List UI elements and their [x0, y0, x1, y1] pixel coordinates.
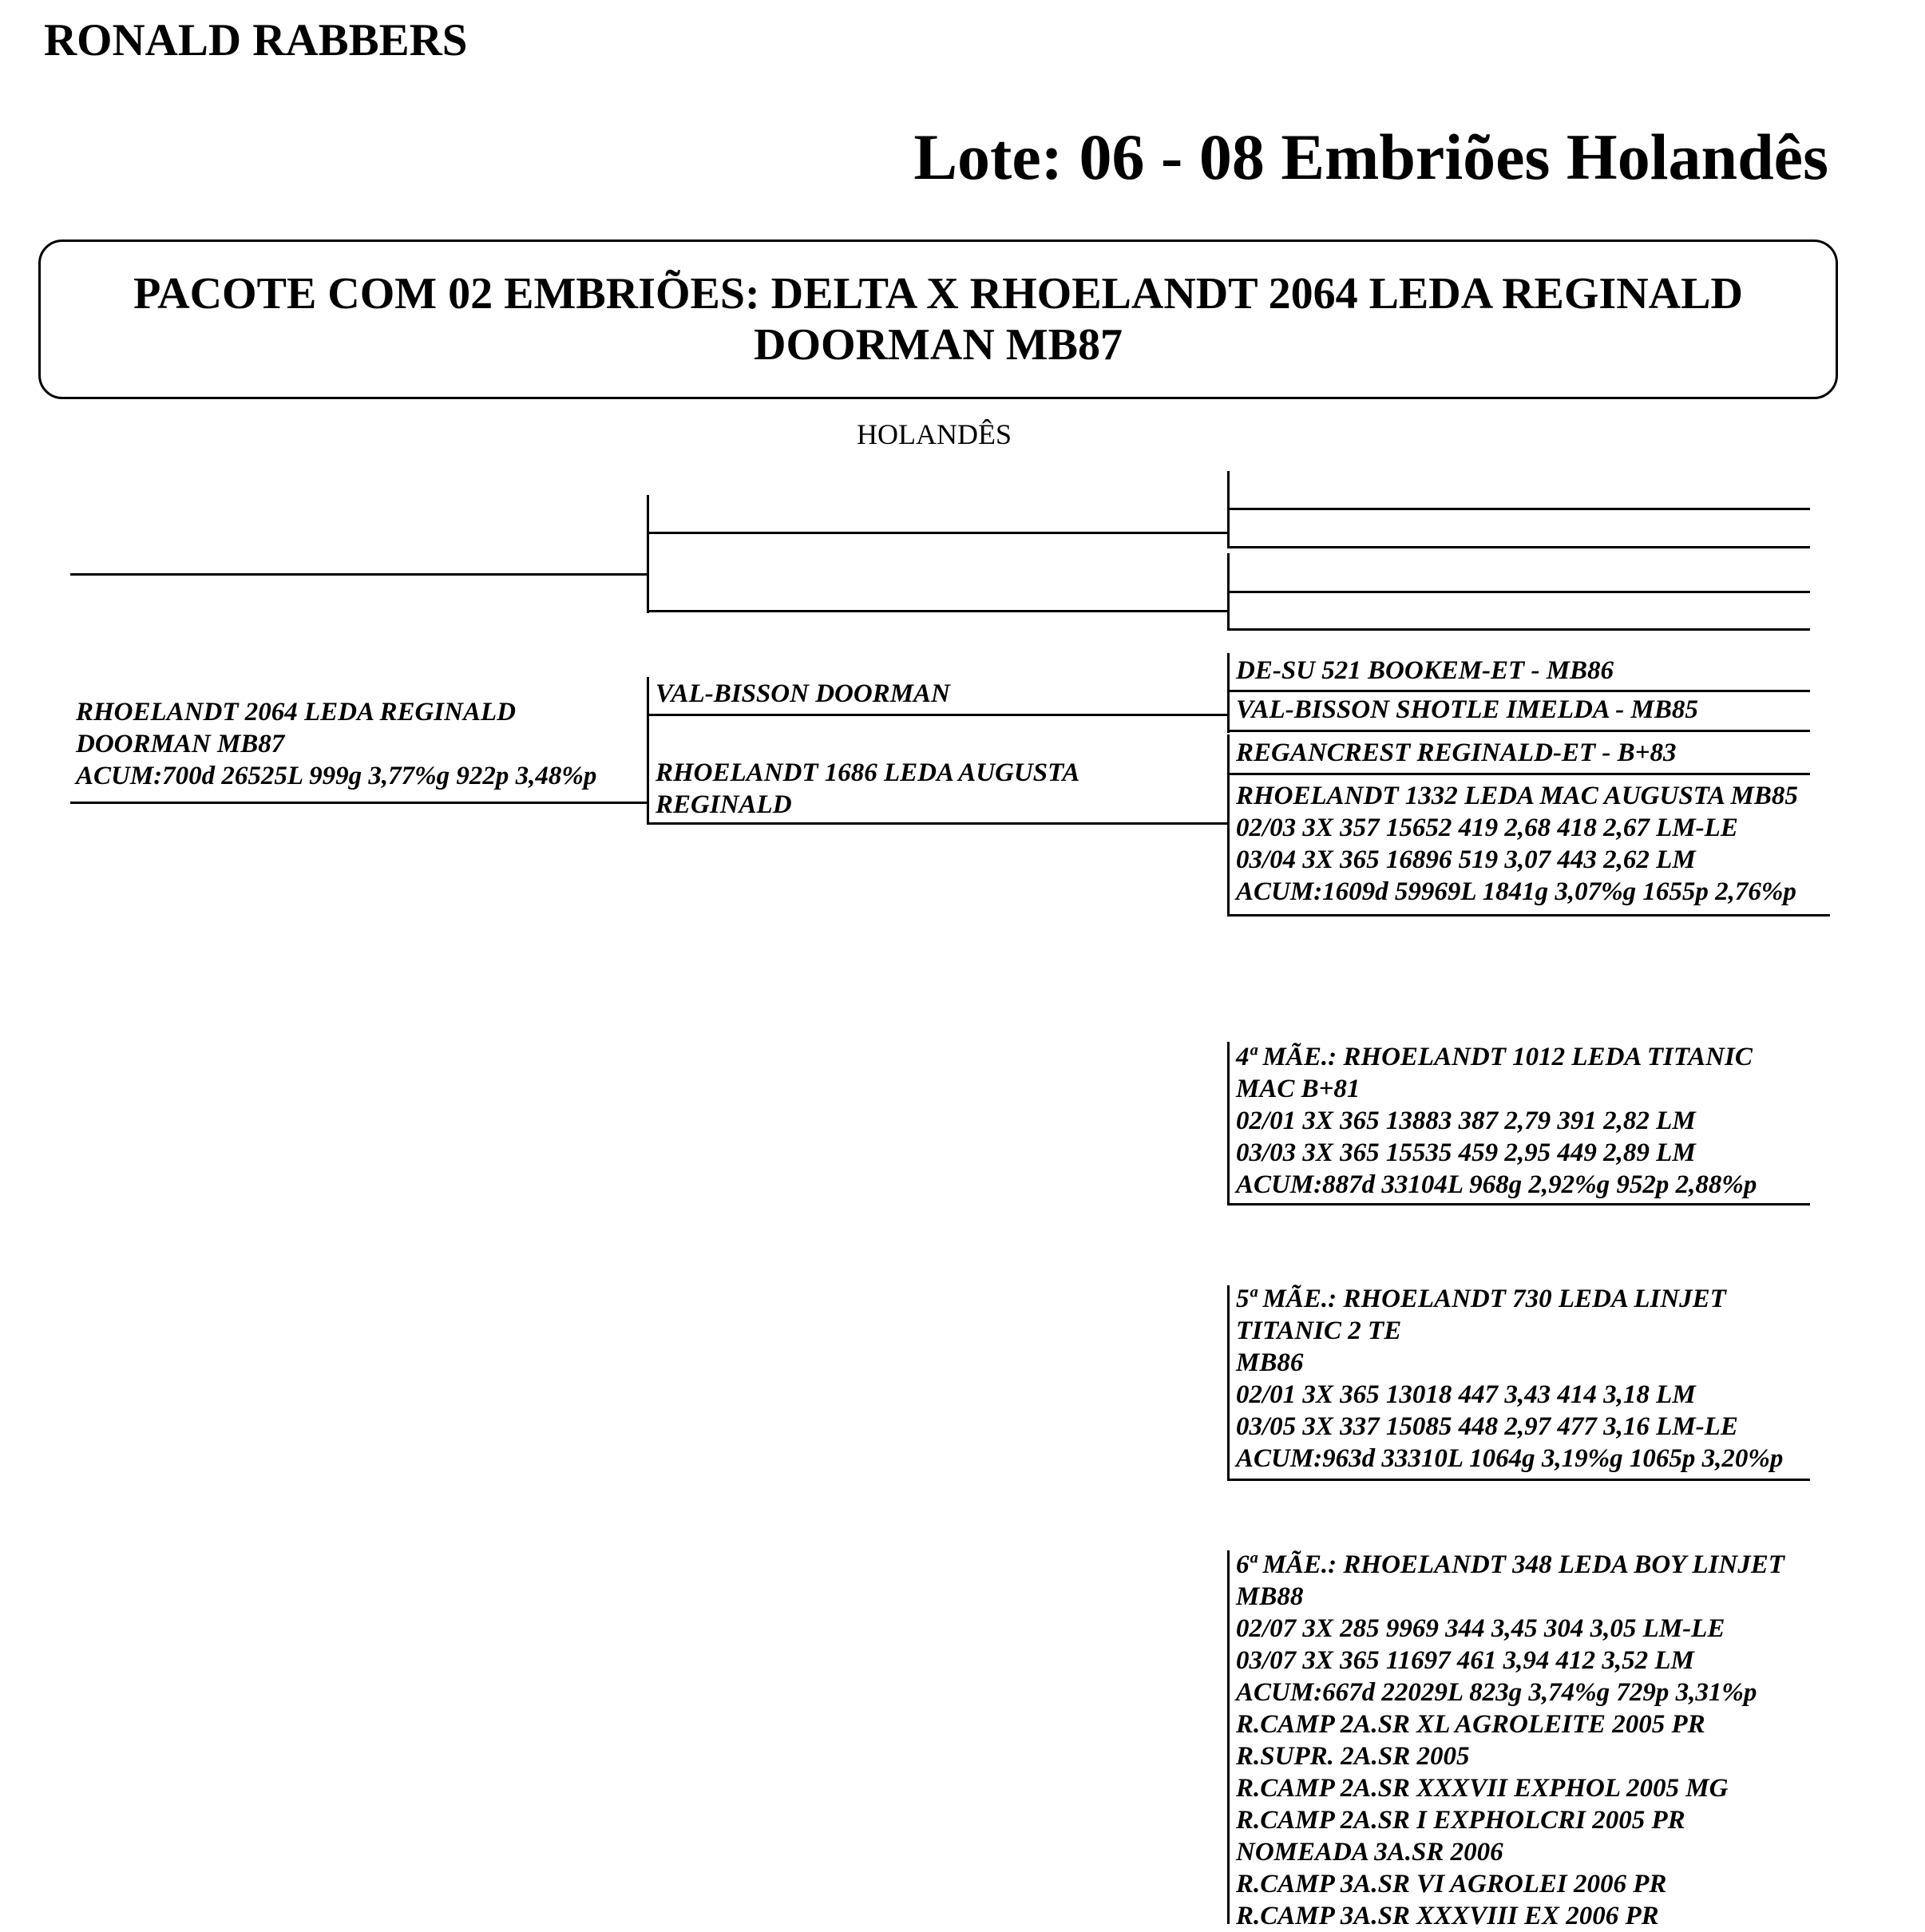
dam-dam-dam-lactation-1: 02/03 3X 357 15652 419 2,68 418 2,67 LM-LE: [1236, 814, 1738, 842]
dam-sire-sire-name: DE-SU 521 BOOKEM-ET - MB86: [1236, 656, 1614, 685]
fifth-dam-line: 03/05 3X 337 15085 448 2,97 477 3,16 LM-LE: [1236, 1412, 1738, 1441]
package-title: PACOTE COM 02 EMBRIÕES: DELTA X RHOELANDT 2064 LEDA REGINALD DOORMAN MB87: [133, 269, 1743, 370]
dam-dam-dam-lactation-2: 03/04 3X 365 16896 519 3,07 443 2,62 LM: [1236, 845, 1696, 874]
sixth-dam-line: NOMEADA 3A.SR 2006: [1236, 1838, 1503, 1867]
sixth-dam-line: 03/07 3X 365 11697 461 3,94 412 3,52 LM: [1236, 1646, 1694, 1675]
dam-dam-dam-name: RHOELANDT 1332 LEDA MAC AUGUSTA MB85: [1236, 782, 1798, 810]
sixth-dam-line: R.CAMP 2A.SR XL AGROLEITE 2005 PR: [1236, 1710, 1705, 1739]
dam-entry: [76, 696, 596, 792]
sixth-dam-entry: [1236, 1549, 1784, 1932]
sixth-dam-line: 6ª MÃE.: RHOELANDT 348 LEDA BOY LINJET: [1236, 1550, 1784, 1579]
fifth-dam-line: MB86: [1236, 1348, 1304, 1377]
fourth-dam-line: 02/01 3X 365 13883 387 2,79 391 2,82 LM: [1236, 1107, 1696, 1135]
sixth-dam-line: R.CAMP 2A.SR XXXVII EXPHOL 2005 MG: [1236, 1774, 1729, 1803]
fourth-dam-line: MAC B+81: [1236, 1075, 1361, 1103]
fourth-dam-line: 4ª MÃE.: RHOELANDT 1012 LEDA TITANIC: [1236, 1043, 1753, 1071]
dam-sire-dam-name: VAL-BISSON SHOTLE IMELDA - MB85: [1236, 695, 1698, 724]
sixth-dam-line: R.SUPR. 2A.SR 2005: [1236, 1742, 1470, 1771]
dam-production: ACUM:700d 26525L 999g 3,77%g 922p 3,48%p: [76, 762, 597, 790]
dam-name-line-1: RHOELANDT 2064 LEDA REGINALD: [76, 698, 516, 726]
owner-name: RONALD RABBERS: [44, 15, 468, 65]
dam-dam-name-line-2: REGINALD: [656, 790, 792, 819]
dam-sire-name: VAL-BISSON DOORMAN: [656, 679, 950, 708]
dam-dam-dam-entry: [1236, 780, 1798, 908]
fifth-dam-line: ACUM:963d 33310L 1064g 3,19%g 1065p 3,20%p: [1236, 1444, 1784, 1473]
package-title-box: [38, 240, 1838, 399]
fourth-dam-line: ACUM:887d 33104L 968g 2,92%g 952p 2,88%p: [1236, 1170, 1757, 1199]
fourth-dam-entry: [1236, 1041, 1757, 1201]
sixth-dam-line: 02/07 3X 285 9969 344 3,45 304 3,05 LM-LE: [1236, 1614, 1725, 1643]
sixth-dam-line: ACUM:667d 22029L 823g 3,74%g 729p 3,31%p: [1236, 1678, 1757, 1707]
fourth-dam-line: 03/03 3X 365 15535 459 2,95 449 2,89 LM: [1236, 1138, 1696, 1167]
dam-dam-name-line-1: RHOELANDT 1686 LEDA AUGUSTA: [656, 758, 1080, 787]
dam-dam-sire-name: REGANCREST REGINALD-ET - B+83: [1236, 738, 1677, 767]
fifth-dam-line: 5ª MÃE.: RHOELANDT 730 LEDA LINJET: [1236, 1285, 1726, 1313]
dam-dam-dam-accumulated: ACUM:1609d 59969L 1841g 3,07%g 1655p 2,76%p: [1236, 877, 1796, 906]
sixth-dam-line: R.CAMP 3A.SR XXXVIII EX 2006 PR: [1236, 1902, 1659, 1930]
breed-label: HOLANDÊS: [857, 418, 1012, 450]
sixth-dam-line: R.CAMP 3A.SR VI AGROLEI 2006 PR: [1236, 1870, 1667, 1898]
dam-dam-sire-entry: [1236, 737, 1676, 769]
dam-name-line-2: DOORMAN MB87: [76, 730, 285, 758]
dam-sire-entry: [656, 678, 950, 710]
dam-sire-sire-entry: [1236, 655, 1614, 687]
fifth-dam-line: 02/01 3X 365 13018 447 3,43 414 3,18 LM: [1236, 1380, 1696, 1409]
dam-dam-entry: [656, 757, 1079, 821]
dam-sire-dam-entry: [1236, 694, 1698, 726]
sixth-dam-line: R.CAMP 2A.SR I EXPHOLCRI 2005 PR: [1236, 1806, 1685, 1835]
fifth-dam-entry: [1236, 1283, 1783, 1475]
sixth-dam-line: MB88: [1236, 1582, 1304, 1611]
fifth-dam-line: TITANIC 2 TE: [1236, 1316, 1402, 1345]
lot-title: Lote: 06 - 08 Embriões Holandês: [913, 121, 1828, 193]
